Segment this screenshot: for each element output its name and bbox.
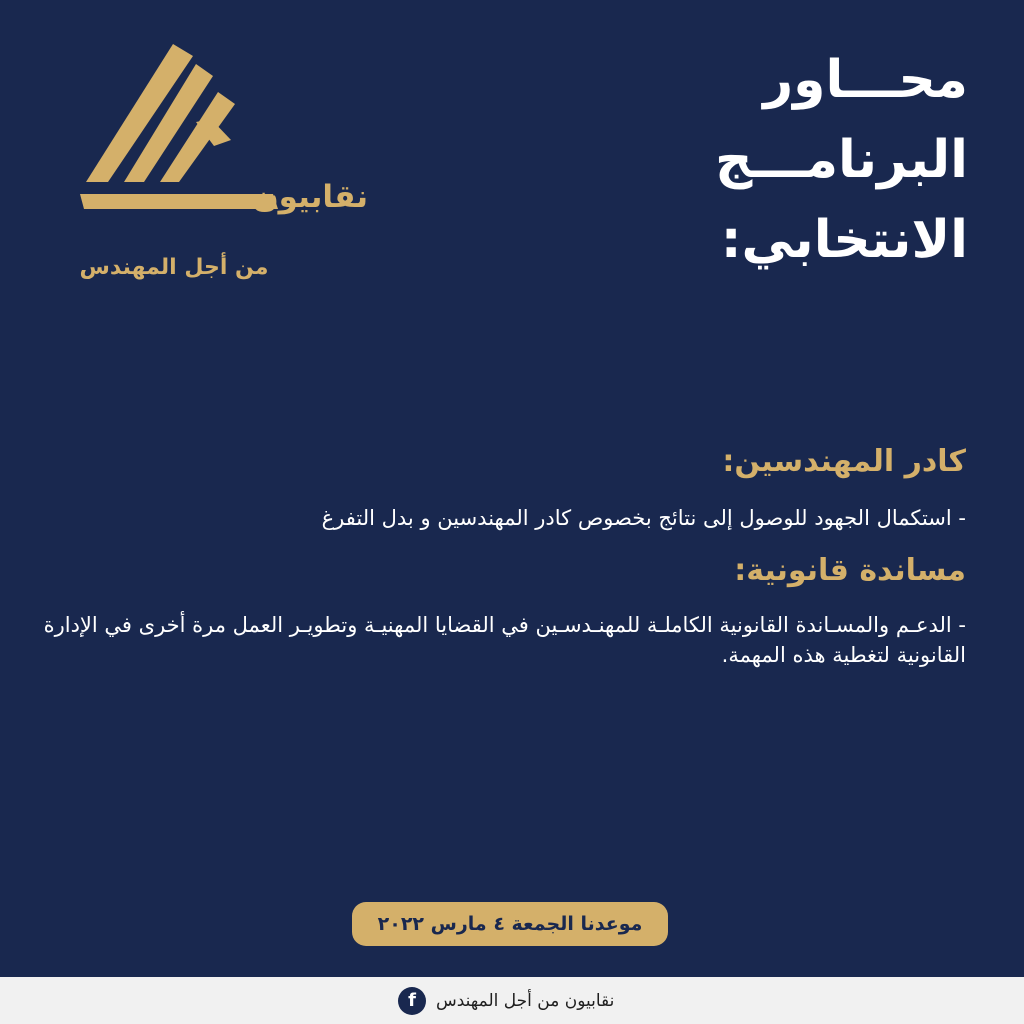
section-heading-legal-support: مساندة قانونية: (734, 553, 966, 588)
logo-tagline: من أجل المهندس (79, 255, 269, 280)
page-title: محـــاور البرنامـــج الانتخابي: (715, 50, 968, 270)
footer-content (398, 977, 614, 1024)
footer-page-name: نقابيون من أجل المهندس (436, 990, 615, 1011)
footer-bar (0, 977, 1024, 1024)
logo (70, 42, 368, 280)
section-heading-engineers-cadre: كادر المهندسين: (722, 444, 966, 479)
event-date-badge: موعدنا الجمعة ٤ مارس ٢٠٢٢ (352, 902, 668, 946)
logo-brand-text: نقابيون (252, 179, 368, 215)
section-body-engineers-cadre: - استكمال الجهود للوصول إلى نتائج بخصوص كادر المهندسين و بدل التفرغ (321, 506, 966, 530)
facebook-icon[interactable]: f (398, 987, 426, 1015)
section-body-legal-support: - الدعـم والمسـاندة القانونية الكاملـة للمهنـدسـين في القضايا المهنيـة وتطويـر العمل مرة أخرى في الإدارة القانونية لتغطية هذه المهمة. (43, 613, 966, 667)
